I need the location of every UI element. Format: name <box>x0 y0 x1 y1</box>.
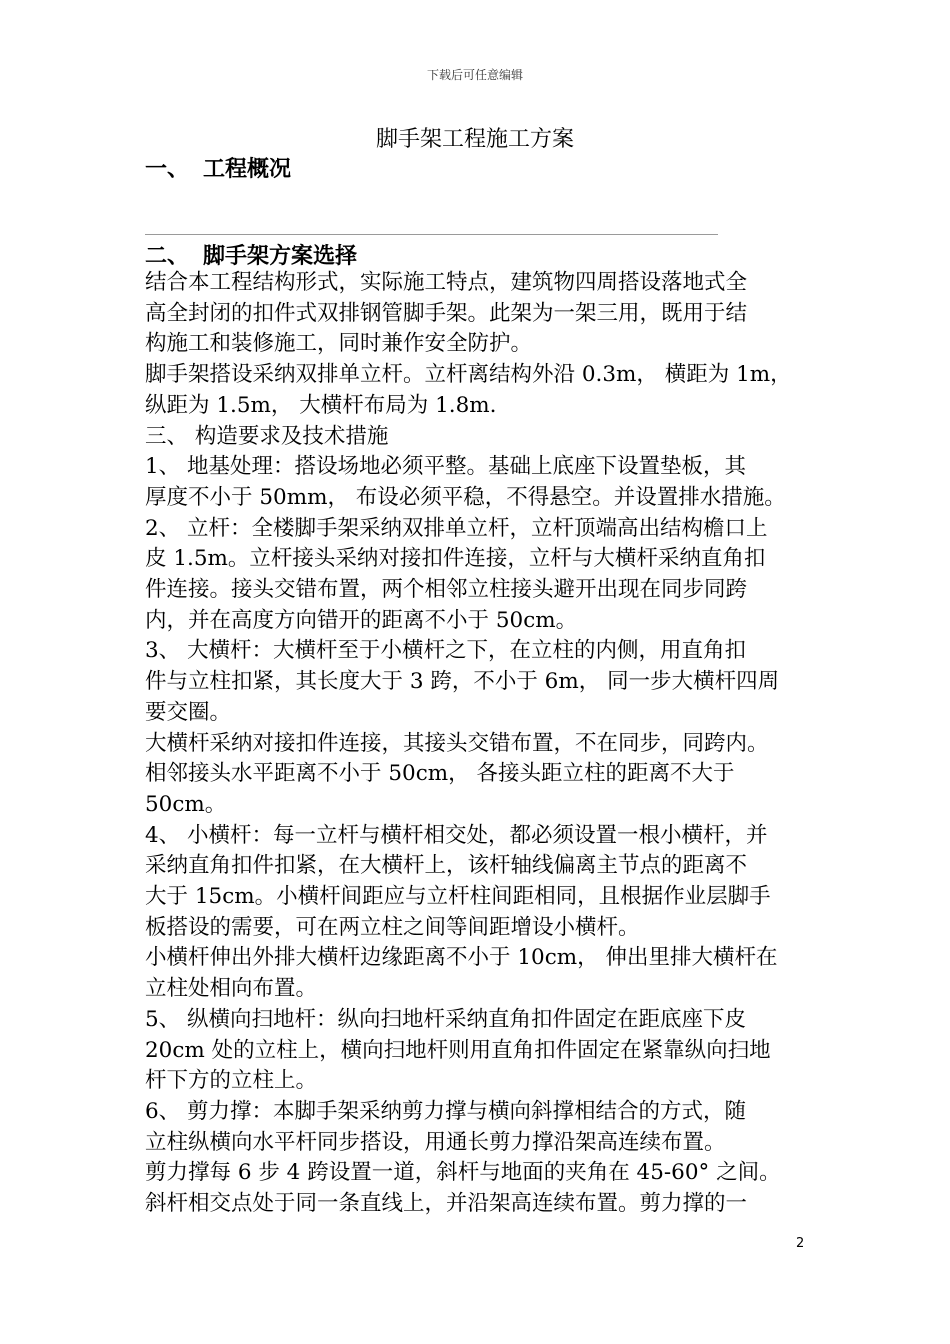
page-number: 2 <box>796 1236 805 1251</box>
text-line: 厚度不小于 50mm， 布设必须平稳，不得悬空。并设置排水措施。 <box>145 484 786 510</box>
text-line: 50cm。 <box>145 791 227 817</box>
text-line: 大于 15cm。小横杆间距应与立杆柱间距相同，且根据作业层脚手 <box>145 884 771 910</box>
text-line: 斜杆相交点处于同一条直线上，并沿架高连续布置。剪力撑的一 <box>145 1191 748 1217</box>
section-heading-scheme <box>145 239 357 270</box>
text-line: 皮 1.5m。立杆接头采纳对接扣件连接，立杆与大横杆采纳直角扣 <box>145 546 766 572</box>
section-number: 二、 <box>145 244 190 269</box>
text-line: 3、 大横杆：大横杆至于小横杆之下，在立柱的内侧，用直角扣 <box>145 638 747 664</box>
text-line: 构施工和装修施工，同时兼作安全防护。 <box>145 331 533 357</box>
section-number: 一、 <box>145 157 190 182</box>
text-line: 脚手架搭设采纳双排单立杆。立杆离结构外沿 0.3m， 横距为 1m， <box>145 362 792 388</box>
text-line: 纵距为 1.5m， 大横杆布局为 1.8m. <box>145 392 497 418</box>
text-line: 高全封闭的扣件式双排钢管脚手架。此架为一架三用，既用于结 <box>145 300 748 326</box>
text-line: 剪力撑每 6 步 4 跨设置一道，斜杆与地面的夹角在 45-60° 之间。 <box>145 1160 781 1186</box>
text-line: 6、 剪力撑：本脚手架采纳剪力撑与横向斜撑相结合的方式，随 <box>145 1098 747 1124</box>
section-label: 工程概况 <box>203 157 292 182</box>
text-line: 1、 地基处理：搭设场地必须平整。基础上底座下设置垫板，其 <box>145 454 747 480</box>
text-line: 板搭设的需要，可在两立柱之间等间距增设小横杆。 <box>145 914 640 940</box>
text-line: 杆下方的立柱上。 <box>145 1068 318 1094</box>
text-line: 2、 立杆：全楼脚手架采纳双排单立杆，立杆顶端高出结构檐口上 <box>145 515 768 541</box>
text-line: 20cm 处的立柱上，横向扫地杆则用直角扣件固定在紧靠纵向扫地 <box>145 1037 771 1063</box>
text-line: 相邻接头水平距离不小于 50cm， 各接头距立柱的距离不大于 <box>145 761 735 787</box>
text-line: 要交圈。 <box>145 699 232 725</box>
text-line: 件连接。接头交错布置，两个相邻立柱接头避开出现在同步同跨 <box>145 577 748 603</box>
section-label: 脚手架方案选择 <box>203 244 358 269</box>
divider-line <box>145 234 718 235</box>
document-title: 脚手架工程施工方案 <box>375 127 574 152</box>
text-line: 小横杆伸出外排大横杆边缘距离不小于 10cm， 伸出里排大横杆在 <box>145 945 778 971</box>
text-line: 采纳直角扣件扣紧，在大横杆上，该杆轴线偏离主节点的距离不 <box>145 853 748 879</box>
text-line: 结合本工程结构形式，实际施工特点，建筑物四周搭设落地式全 <box>145 270 748 295</box>
text-line: 件与立柱扣紧，其长度大于 3 跨，不小于 6m， 同一步大横杆四周 <box>145 669 780 695</box>
text-line: 立柱处相向布置。 <box>145 976 318 1002</box>
text-line: 立柱纵横向水平杆同步搭设，用通长剪力撑沿架高连续布置。 <box>145 1129 726 1155</box>
text-line: 4、 小横杆：每一立杆与横杆相交处，都必须设置一根小横杆，并 <box>145 822 768 848</box>
text-line: 内，并在高度方向错开的距离不小于 50cm。 <box>145 607 578 633</box>
text-line: 大横杆采纳对接扣件连接，其接头交错布置，不在同步，同跨内。 <box>145 730 769 756</box>
text-line: 5、 纵横向扫地杆：纵向扫地杆采纳直角扣件固定在距底座下皮 <box>145 1006 747 1032</box>
page-header: 下载后可任意编辑 <box>426 68 523 82</box>
text-line: 三、 构造要求及技术措施 <box>145 423 389 449</box>
section-heading-overview <box>145 152 291 183</box>
body-text <box>145 268 810 1220</box>
